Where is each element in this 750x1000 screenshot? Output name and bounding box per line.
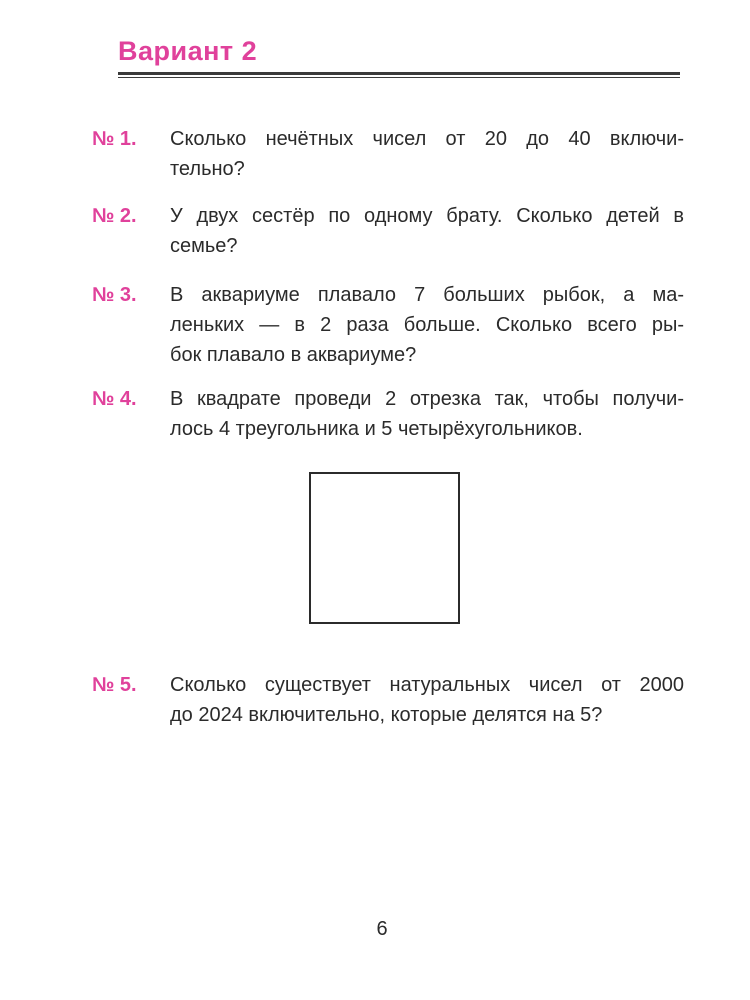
title-divider-thin xyxy=(118,77,680,78)
task-text xyxy=(170,124,684,184)
task-text xyxy=(170,280,684,370)
task-text xyxy=(170,201,684,261)
task-number: № 1. xyxy=(92,128,137,150)
task-text-line: лось 4 треугольника и 5 четырёхугольников. xyxy=(170,418,583,440)
task-number: № 4. xyxy=(92,388,137,410)
page-title: Вариант 2 xyxy=(118,36,258,66)
task-text xyxy=(170,670,684,730)
page-number: 6 xyxy=(376,918,388,940)
task-text-line: до 2024 включительно, которые делятся на 5? xyxy=(170,704,603,726)
task-text xyxy=(170,384,684,444)
task-number: № 3. xyxy=(92,284,137,306)
task-text-line: У двух сестёр по одному брату. Сколько детей в xyxy=(170,205,684,227)
task-text-line: В аквариуме плавало 7 больших рыбок, а ма- xyxy=(170,284,684,306)
task-text-line: В квадрате проведи 2 отрезка так, чтобы получи- xyxy=(170,388,684,410)
task-number: № 5. xyxy=(92,674,137,696)
drawing-square[interactable] xyxy=(309,472,460,624)
title-divider-thick xyxy=(118,72,680,75)
task-text-line: Сколько нечётных чисел от 20 до 40 включи- xyxy=(170,128,684,150)
task-text-line: семье? xyxy=(170,235,238,257)
task-text-line: леньких — в 2 раза больше. Сколько всего ры- xyxy=(170,314,684,336)
task-text-line: тельно? xyxy=(170,158,245,180)
task-number: № 2. xyxy=(92,205,137,227)
task-text-line: Сколько существует натуральных чисел от 2000 xyxy=(170,674,684,696)
task-text-line: бок плавало в аквариуме? xyxy=(170,344,417,366)
